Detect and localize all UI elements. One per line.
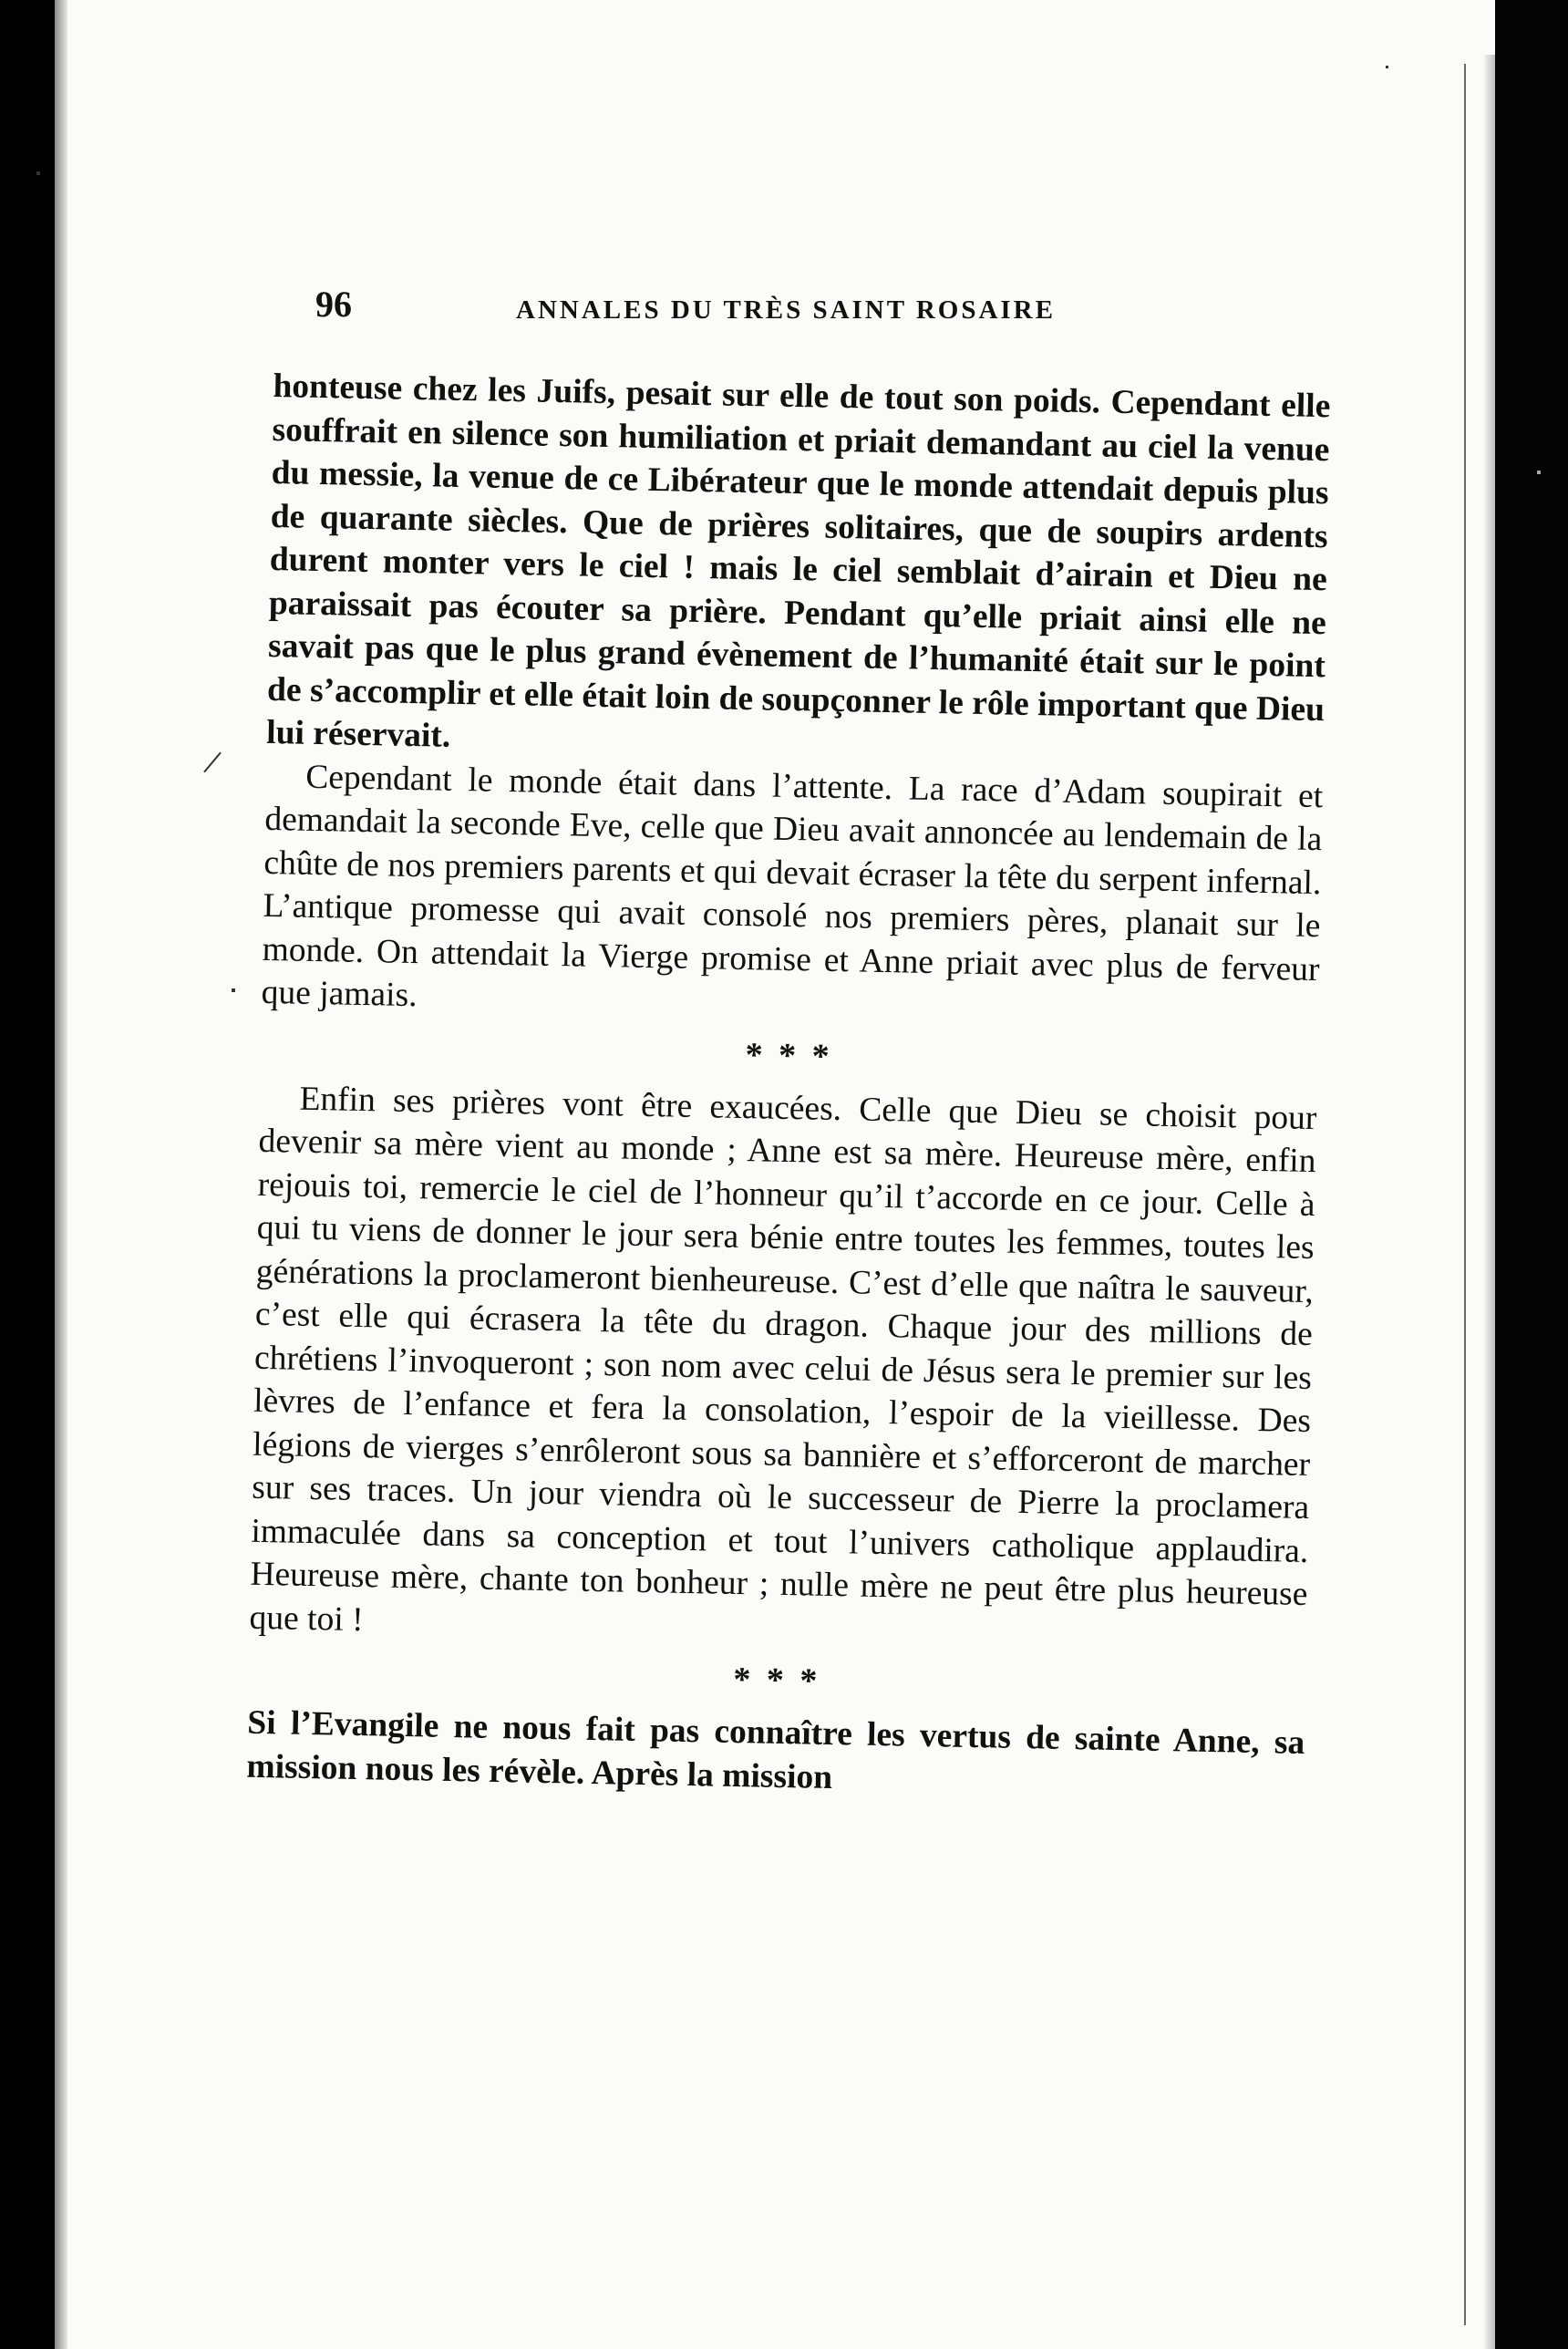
page-number: 96 bbox=[315, 284, 352, 325]
scan-speck bbox=[1537, 471, 1541, 474]
scan-edge-line bbox=[1464, 64, 1466, 2325]
page-header bbox=[315, 283, 1227, 347]
paragraph: Si l’Evangile ne nous fait pas connaître les vertus de sainte Anne, sa mission nous les révèle. Après la mission bbox=[246, 1703, 1305, 1796]
scan-background bbox=[1495, 0, 1568, 2349]
running-title: ANNALES DU TRÈS SAINT ROSAIRE bbox=[516, 295, 1056, 325]
paragraph: Cependant le monde était dans l’attente. La race d’Adam soupirait et demandait la seconde Eve, celle que Dieu avait annoncée au lendemain de la chûte de nos premiers parents et qui devait écraser la tête du serpent infernal. L’antique promesse qui avait consolé nos premiers pères, planait sur le monde. On attendait la Vierge promise et Anne priait avec plus de ferveur que jamais. bbox=[261, 758, 1324, 1015]
page-gutter-shadow bbox=[55, 0, 67, 2349]
next-page-edge bbox=[1484, 55, 1495, 2349]
scan-speck bbox=[232, 988, 235, 992]
paragraph: Enfin ses prières vont être exaucées. Celle que Dieu se choisit pour devenir sa mère vient au monde ; Anne est sa mère. Heureuse mère, enfin rejouis toi, remercie le ciel de l’honneur qu’il t’accorde en ce jour. Celle à qui tu viens de donner le jour sera bénie entre toutes les femmes, toutes les générations la proclameront bienheureuse. C’est d’elle que naîtra le sauveur, c’est elle qui écrasera la tête du dragon. Chaque jour des millions de chrétiens l’invoqueront ; son nom avec celui de Jésus sera le premier sur les lèvres de l’enfance et fera la consolation, l’espoir de la vieillesse. Des légions de vierges s’enrôleront sous sa bannière et s’efforceront de marcher sur ses traces. Un jour viendra où le successeur de Pierre la proclamera immaculée dans sa conception et tout l’univers catholique applaudira. Heureuse mère, chante ton bonheur ; nulle mère ne peut être plus heureuse que toi ! bbox=[249, 1080, 1317, 1639]
paragraph-continued: honteuse chez les Juifs, pesait sur elle de tout son poids. Cependant elle souffrait en silence son humiliation et priait demandant au ciel la venue du messie, la venue de ce Libérateur que le monde attendait depuis plus de quarante siècles. Que de prières solitaires, que de soupirs ardents durent monter vers le ciel ! mais le ciel semblait d’airain et Dieu ne paraissait pas écouter sa prière. Pendant qu’elle priait ainsi elle ne savait pas que le plus grand évènement de l’humanité était sur le point de s’accomplir et elle était loin de soupçonner le rôle important que Dieu lui réservait. bbox=[265, 367, 1331, 755]
scan-speck bbox=[36, 171, 40, 175]
page-body bbox=[246, 365, 1331, 1808]
section-separator-asterism: * * * bbox=[733, 1660, 821, 1701]
scan-speck bbox=[1386, 66, 1388, 68]
section-separator-asterism: * * * bbox=[745, 1035, 833, 1076]
